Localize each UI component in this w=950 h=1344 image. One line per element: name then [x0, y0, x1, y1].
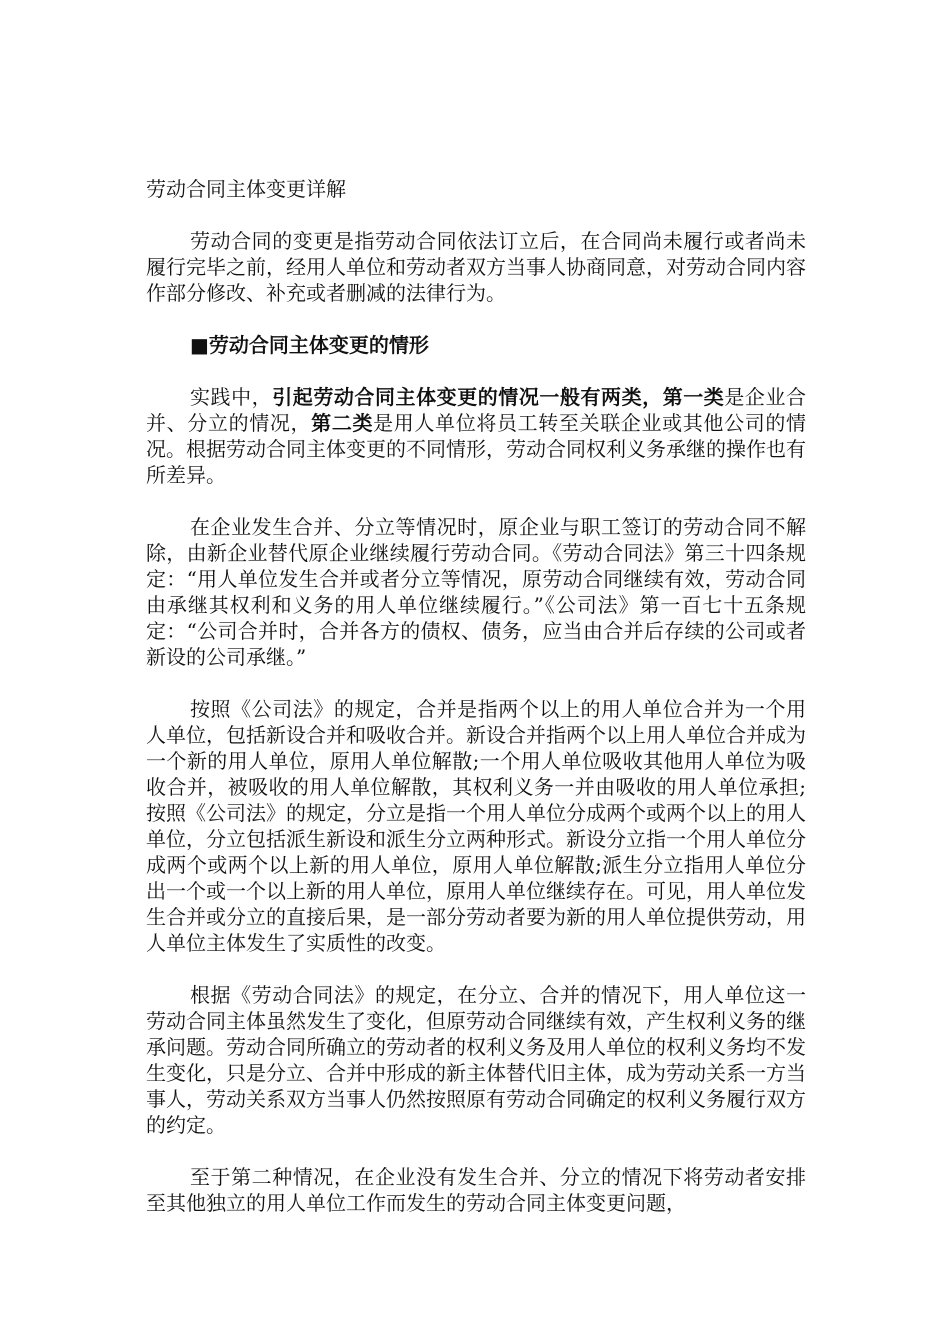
paragraph-second-case: 至于第二种情况，在企业没有发生合并、分立的情况下将劳动者安排至其他独立的用人单位工作而发生的劳动合同主体变更问题，	[146, 1165, 806, 1215]
section-heading: ■劳动合同主体变更的情形	[190, 333, 429, 357]
text-segment: 实践中，	[190, 385, 273, 409]
paragraph-definition: 劳动合同的变更是指劳动合同依法订立后，在合同尚未履行或者尚未履行完毕之前，经用人单位和劳动者双方当事人协商同意，对劳动合同内容作部分修改、补充或者删减的法律行为。	[146, 229, 806, 305]
text-segment: 是企业合并、分立的情况，	[146, 385, 807, 435]
bold-text-segment: 引起劳动合同主体变更的情况一般有两类，第一类	[272, 385, 725, 409]
document-title: 劳动合同主体变更详解	[146, 177, 346, 201]
paragraph-company-law: 按照《公司法》的规定，合并是指两个以上的用人单位合并为一个用人单位，包括新设合并和吸收合并。新设合并指两个以上用人单位合并成为一个新的用人单位，原用人单位解散;一个用人单位吸收其他用人单位为吸收合并，被吸收的用人单位解散，其权利义务一并由吸收的用人单位承担;按照《公司法》的规定，分立是指一个用人单位分成两个或两个以上的用人单位，分立包括派生新设和派生分立两种形式。新设分立指一个用人单位分成两个或两个以上新的用人单位，原用人单位解散;派生分立指用人单位分出一个或一个以上新的用人单位，原用人单位继续存在。可见，用人单位发生合并或分立的直接后果，是一部分劳动者要为新的用人单位提供劳动，用人单位主体发生了实质性的改变。	[146, 697, 806, 955]
text-segment: 是用人单位将员工转至关联企业或其他公司的情况。根据劳动合同主体变更的不同情形，劳动合同权利义务承继的操作也有所差异。	[146, 411, 807, 487]
paragraph-two-types	[146, 384, 806, 488]
bold-text-segment: 第二类	[311, 411, 374, 435]
paragraph-merger-law: 在企业发生合并、分立等情况时，原企业与职工签订的劳动合同不解除，由新企业替代原企业继续履行劳动合同。《劳动合同法》第三十四条规定：“用人单位发生合并或者分立等情况，原劳动合同继续有效，劳动合同由承继其权利和义务的用人单位继续履行。”《公司法》第一百七十五条规定：“公司合并时，合并各方的债权、债务，应当由合并后存续的公司或者新设的公司承继。”	[146, 515, 806, 669]
document-body	[146, 176, 806, 1242]
paragraph-labor-contract-law: 根据《劳动合同法》的规定，在分立、合并的情况下，用人单位这一劳动合同主体虽然发生了变化，但原劳动合同继续有效，产生权利义务的继承问题。劳动合同所确立的劳动者的权利义务及用人单位的权利义务均不发生变化，只是分立、合并中形成的新主体替代旧主体，成为劳动关系一方当事人，劳动关系双方当事人仍然按照原有劳动合同确定的权利义务履行双方的约定。	[146, 983, 806, 1137]
